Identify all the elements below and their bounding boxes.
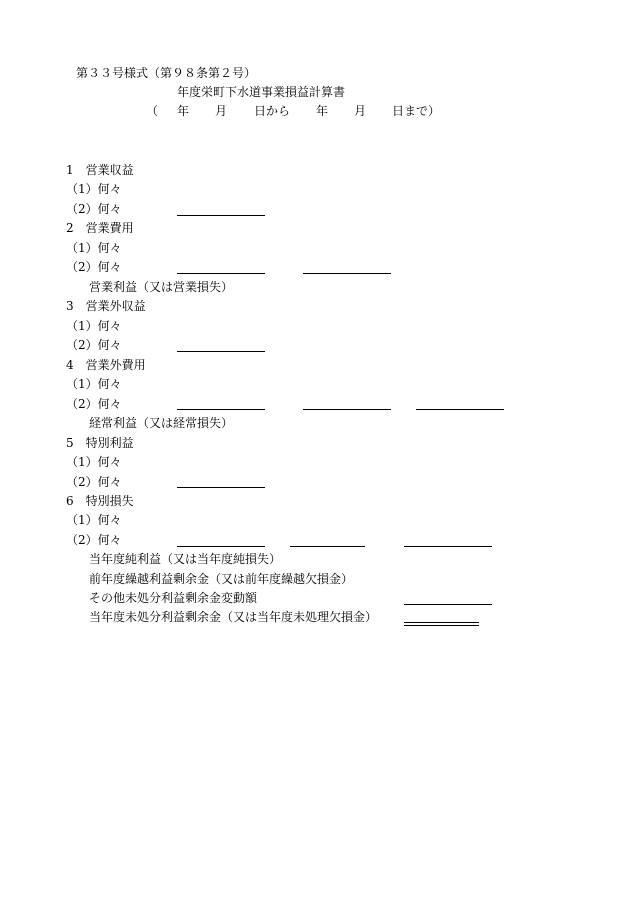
operating-expense-item-2: （2）何々 bbox=[66, 260, 122, 274]
period-to: 日まで） bbox=[392, 104, 441, 118]
extraordinary-subtotal-rule bbox=[290, 546, 365, 547]
net-income-label: 当年度純利益（又は当年度純損失） bbox=[89, 552, 282, 566]
operating-revenue-item-1: （1）何々 bbox=[66, 182, 122, 196]
non-operating-revenue-item-2: （2）何々 bbox=[66, 338, 122, 352]
period-year-start: 年 bbox=[177, 104, 190, 118]
extraordinary-profit-item-1: （1）何々 bbox=[66, 455, 122, 469]
carried-forward-label: 前年度繰越利益剰余金（又は前年度繰越欠損金） bbox=[89, 572, 354, 586]
other-changes-label: その他未処分利益剰余金変動額 bbox=[89, 591, 258, 605]
net-income-subtotal-rule bbox=[404, 546, 492, 547]
period-open-paren: （ bbox=[146, 104, 159, 118]
form-number: 第３３号様式（第９８条第２号） bbox=[76, 66, 257, 80]
section-operating-expense-title: 2 営業費用 bbox=[66, 221, 134, 235]
section-non-operating-expense-title: 4 営業外費用 bbox=[66, 358, 146, 372]
non-operating-expense-item-2: （2）何々 bbox=[66, 397, 122, 411]
operating-revenue-total-rule bbox=[177, 215, 265, 216]
ordinary-profit-label: 経常利益（又は経常損失） bbox=[89, 416, 234, 430]
operating-revenue-item-2: （2）何々 bbox=[66, 202, 122, 216]
other-changes-rule bbox=[404, 604, 492, 605]
non-operating-expense-total-rule bbox=[177, 409, 265, 410]
period-month-start: 月 bbox=[215, 104, 228, 118]
document-title: 年度栄町下水道事業損益計算書 bbox=[177, 85, 346, 99]
operating-expense-item-1: （1）何々 bbox=[66, 241, 122, 255]
final-total-double-rule bbox=[404, 622, 479, 626]
section-extraordinary-loss-title: 6 特別損失 bbox=[66, 494, 134, 508]
non-operating-expense-item-1: （1）何々 bbox=[66, 377, 122, 391]
section-operating-revenue-title: 1 営業収益 bbox=[66, 163, 134, 177]
extraordinary-loss-item-1: （1）何々 bbox=[66, 513, 122, 527]
extraordinary-loss-item-2: （2）何々 bbox=[66, 533, 122, 547]
unappropriated-label: 当年度未処分利益剰余金（又は当年度未処理欠損金） bbox=[89, 610, 378, 624]
operating-expense-total-rule bbox=[177, 273, 265, 274]
extraordinary-loss-total-rule bbox=[177, 546, 265, 547]
operating-profit-label: 営業利益（又は営業損失） bbox=[89, 280, 234, 294]
period-month-end: 月 bbox=[354, 104, 367, 118]
section-extraordinary-profit-title: 5 特別利益 bbox=[66, 436, 134, 450]
period-from: 日から bbox=[254, 104, 291, 118]
section-non-operating-revenue-title: 3 営業外収益 bbox=[66, 299, 146, 313]
ordinary-subtotal-rule bbox=[416, 409, 504, 410]
non-operating-revenue-item-1: （1）何々 bbox=[66, 319, 122, 333]
period-year-end: 年 bbox=[316, 104, 329, 118]
non-operating-subtotal-rule bbox=[303, 409, 391, 410]
extraordinary-profit-total-rule bbox=[177, 487, 265, 488]
non-operating-revenue-total-rule bbox=[177, 351, 265, 352]
operating-subtotal-rule bbox=[303, 273, 391, 274]
extraordinary-profit-item-2: （2）何々 bbox=[66, 475, 122, 489]
